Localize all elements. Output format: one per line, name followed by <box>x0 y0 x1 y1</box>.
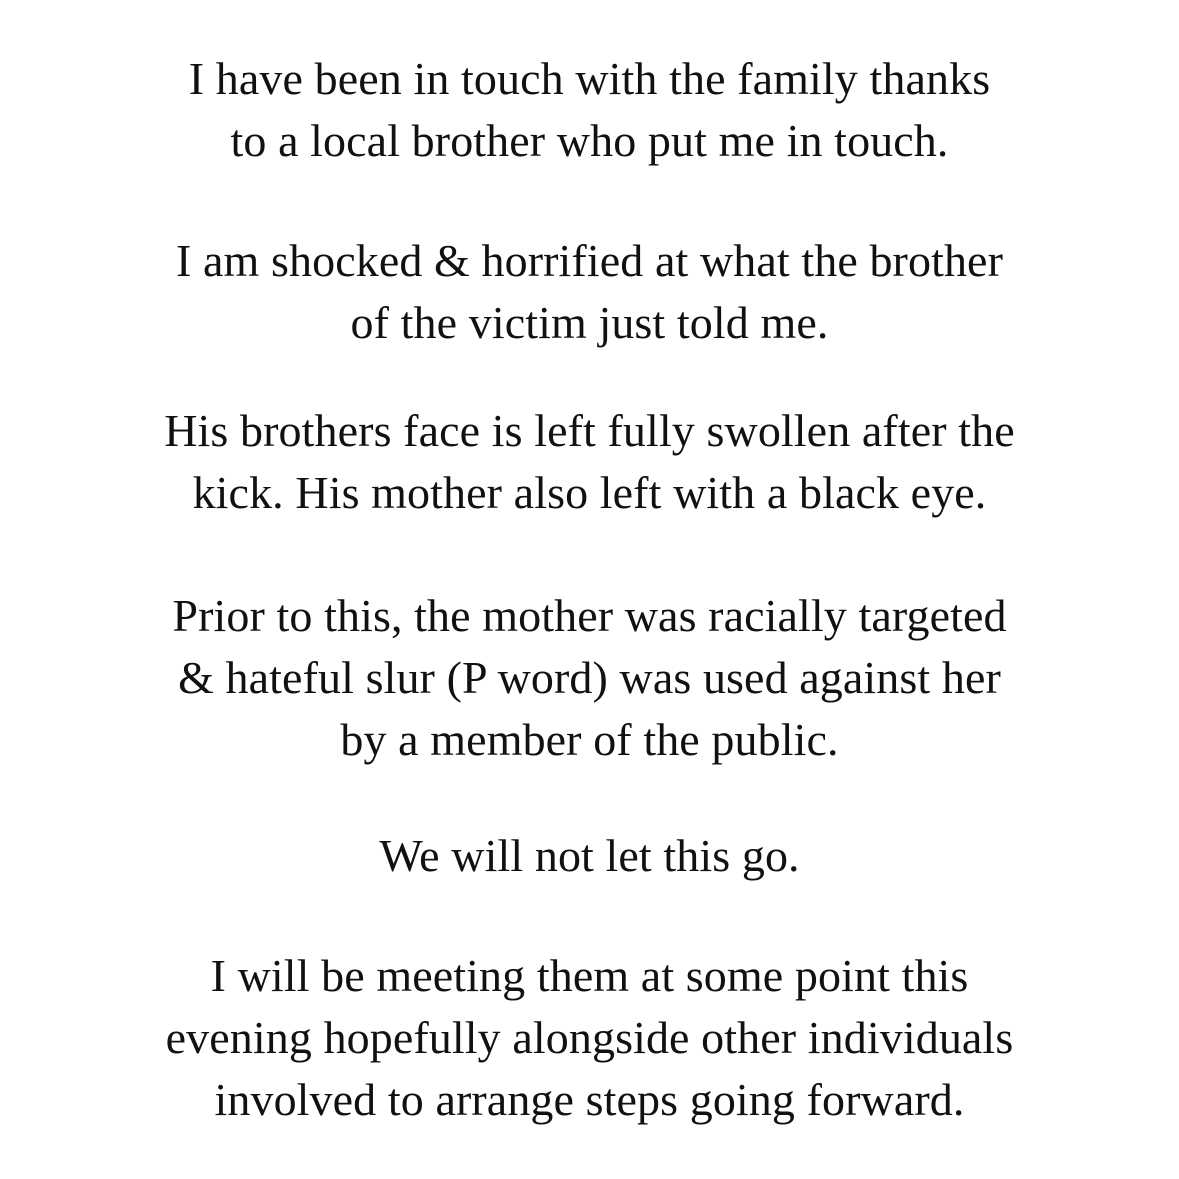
text-line: & hateful slur (P word) was used against her <box>178 652 1001 703</box>
text-line: involved to arrange steps going forward. <box>214 1074 965 1125</box>
paragraph-shocked <box>40 230 1139 354</box>
paragraph-family-contact <box>40 48 1139 172</box>
text-line: I have been in touch with the family thanks <box>188 53 991 104</box>
text-line: kick. His mother also left with a black eye. <box>192 467 987 518</box>
paragraph-injuries <box>40 400 1139 524</box>
text-line: by a member of the public. <box>340 714 839 765</box>
paragraph-racial-targeting <box>40 585 1139 771</box>
paragraph-meeting <box>40 945 1139 1131</box>
text-line: evening hopefully alongside other individuals <box>165 1012 1014 1063</box>
text-line: I will be meeting them at some point this <box>210 950 969 1001</box>
paragraph-resolve <box>40 825 1139 887</box>
text-line: His brothers face is left fully swollen after the <box>164 405 1015 456</box>
text-line: Prior to this, the mother was racially targeted <box>172 590 1007 641</box>
text-line: of the victim just told me. <box>350 297 829 348</box>
text-line: to a local brother who put me in touch. <box>230 115 949 166</box>
text-line: I am shocked & horrified at what the brother <box>175 235 1003 286</box>
text-line: We will not let this go. <box>379 830 800 881</box>
